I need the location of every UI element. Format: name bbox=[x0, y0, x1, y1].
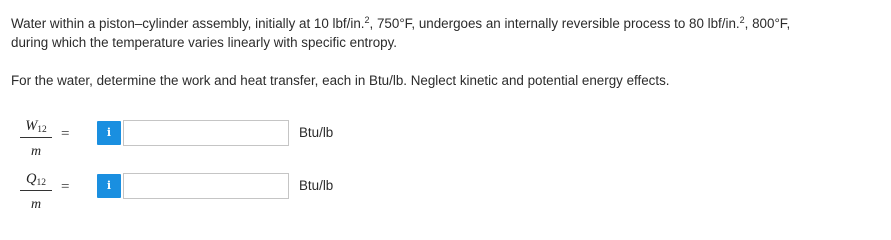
fraction-numerator bbox=[20, 171, 52, 191]
superscript: 2 bbox=[739, 15, 745, 25]
subscript: 12 bbox=[36, 178, 46, 188]
problem-text-part: during which the temperature varies linearly with specific entropy. bbox=[11, 35, 398, 50]
unit-label: Btu/lb bbox=[299, 178, 334, 193]
problem-text-part: , 750°F, undergoes an internally reversible process to 80 lbf/in. bbox=[369, 16, 740, 31]
fraction-numerator bbox=[20, 118, 52, 138]
heat-fraction-label bbox=[18, 171, 54, 213]
problem-text bbox=[11, 14, 881, 52]
fraction-denominator: m bbox=[30, 197, 42, 212]
work-answer-input[interactable] bbox=[123, 120, 289, 146]
problem-text-part: , 800°F, bbox=[744, 16, 791, 31]
subscript: 12 bbox=[37, 125, 47, 135]
fraction-denominator: m bbox=[30, 144, 42, 159]
heat-answer-input[interactable] bbox=[123, 173, 289, 199]
info-icon[interactable]: i bbox=[97, 121, 121, 145]
work-symbol: W bbox=[25, 118, 38, 134]
unit-label: Btu/lb bbox=[299, 125, 334, 140]
equals-sign: = bbox=[61, 179, 70, 195]
problem-text-part: Water within a piston–cylinder assembly, initially at 10 lbf/in. bbox=[11, 16, 365, 31]
superscript: 2 bbox=[364, 15, 370, 25]
info-icon[interactable]: i bbox=[97, 174, 121, 198]
question-text: For the water, determine the work and heat transfer, each in Btu/lb. Neglect kinetic and potential energy effects. bbox=[11, 73, 670, 88]
heat-symbol: Q bbox=[26, 171, 37, 187]
work-fraction-label bbox=[18, 118, 54, 160]
equals-sign: = bbox=[61, 126, 70, 142]
problem-statement bbox=[11, 14, 881, 90]
